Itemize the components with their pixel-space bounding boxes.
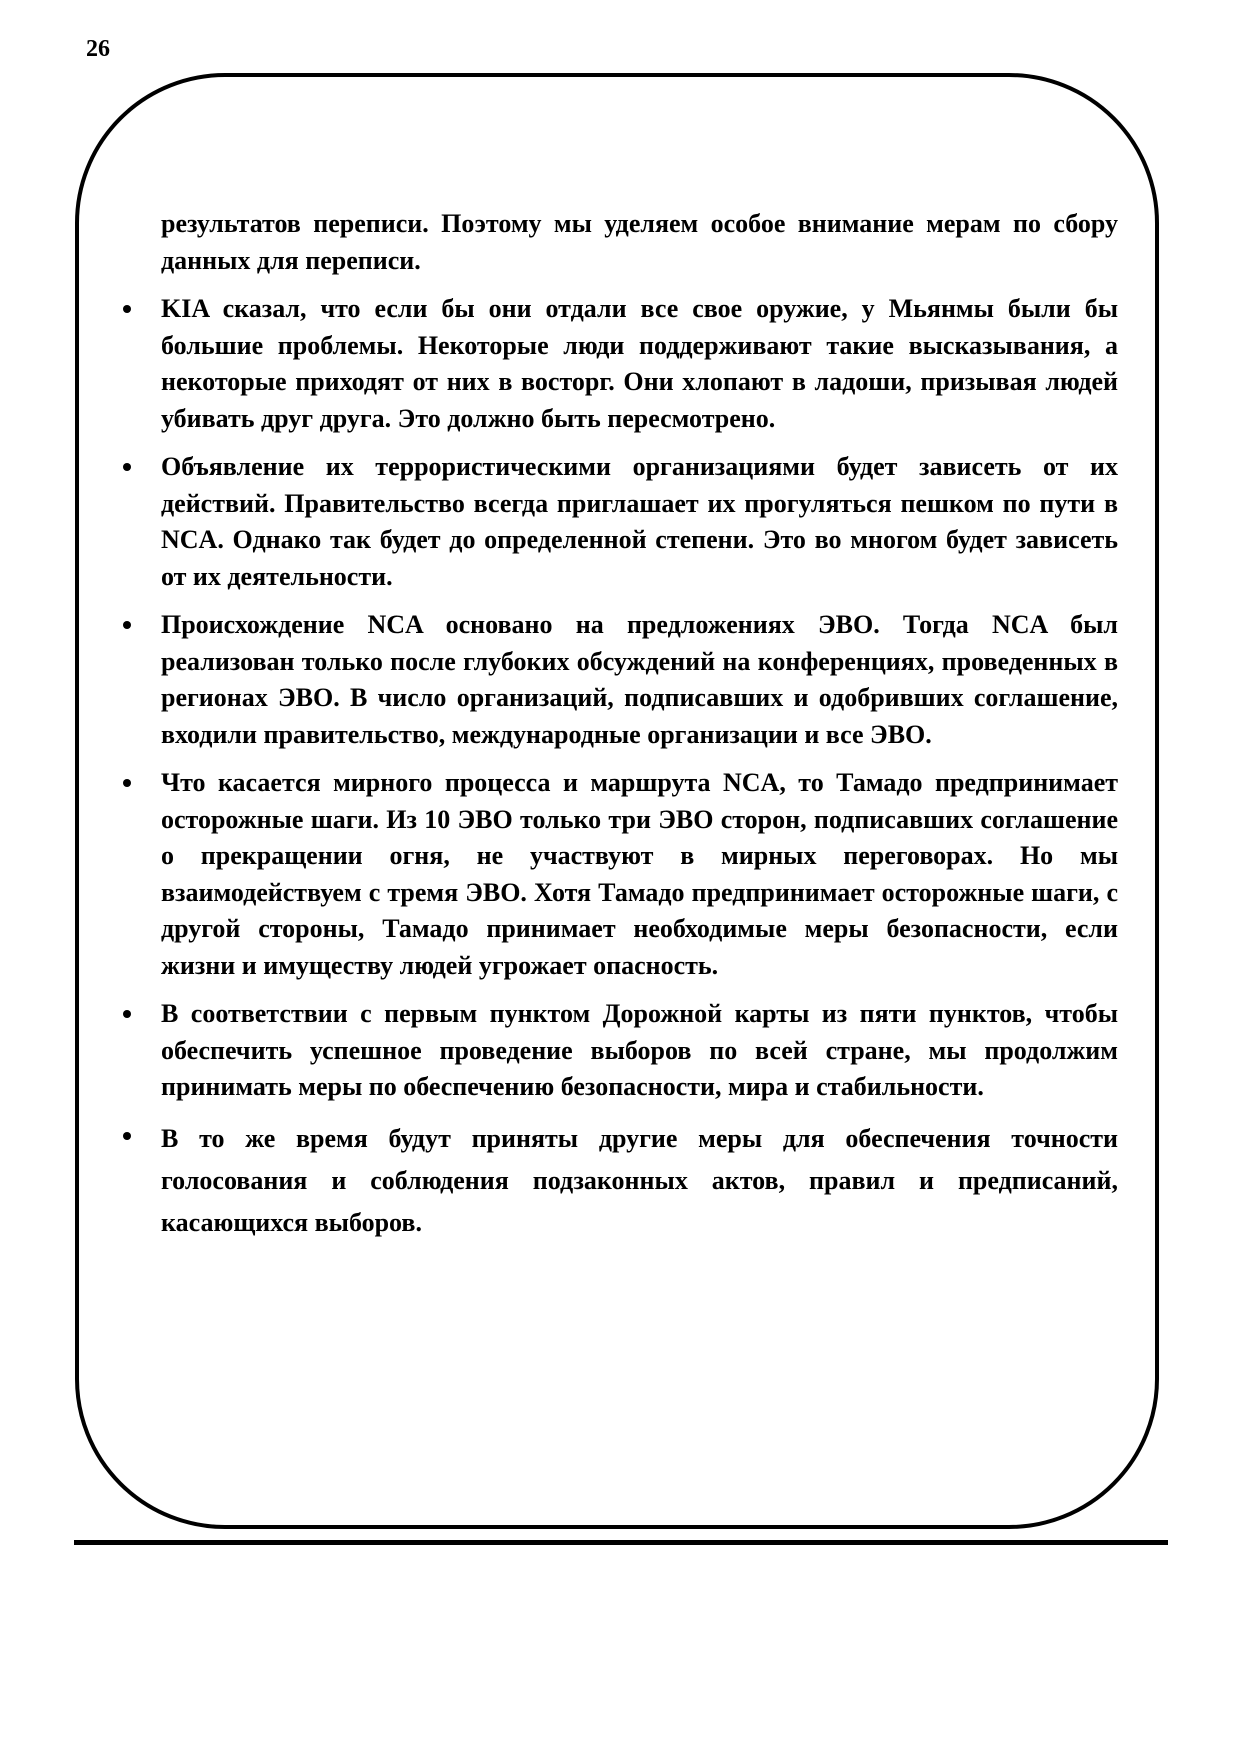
frame-content	[161, 206, 1118, 1244]
bullet-dot-icon	[123, 1132, 131, 1140]
bullet-text: Объявление их террористическими организациями будет зависеть от их действий. Правительство всегда приглашает их прогуляться пешком по пути в NCA. Однако так будет до определенной степени. Это во многом будет зависеть от их деятельности.	[161, 452, 1118, 591]
bullet-dot-icon	[123, 1010, 131, 1018]
bullet-dot-icon	[123, 463, 131, 471]
bullet-text: Что касается мирного процесса и маршрута NCA, то Тамадо предпринимает осторожные шаги. Из 10 ЭВО только три ЭВО сторон, подписавших соглашение о прекращении огня, не участвуют в мирных переговорах. Но мы взаимодействуем с тремя ЭВО. Хотя Тамадо предпринимает осторожные шаги, с другой стороны, Тамадо принимает необходимые меры безопасности, если жизни и имуществу людей угрожает опасность.	[161, 768, 1118, 980]
bullet-text: KIA сказал, что если бы они отдали все свое оружие, у Мьянмы были бы большие проблемы. Некоторые люди поддерживают такие высказывания, а некоторые приходят от них в восторг. Они хлопают в ладоши, призывая людей убивать друг друга. Это должно быть пересмотрено.	[161, 294, 1118, 433]
continued-paragraph: результатов переписи. Поэтому мы уделяем особое внимание мерам по сбору данных для переписи.	[161, 209, 1118, 275]
bullet-text: В соответствии с первым пунктом Дорожной карты из пяти пунктов, чтобы обеспечить успешное проведение выборов по всей стране, мы продолжим принимать меры по обеспечению безопасности, мира и стабильности.	[161, 999, 1118, 1101]
bullet-dot-icon	[123, 305, 131, 313]
bullet-item-roadmap	[161, 996, 1118, 1106]
bullet-dot-icon	[123, 779, 131, 787]
bullet-dot-icon	[123, 621, 131, 629]
bullet-item-peace-process	[161, 765, 1118, 984]
bullet-item-voting-accuracy	[161, 1118, 1118, 1244]
bottom-rule	[74, 1540, 1168, 1545]
bullet-text: Происхождение NCA основано на предложениях ЭВО. Тогда NCA был реализован только после глубоких обсуждений на конференциях, проведенных в регионах ЭВО. В число организаций, подписавших и одобривших соглашение, входили правительство, международные организации и все ЭВО.	[161, 610, 1118, 749]
page-number: 26	[86, 36, 110, 62]
bullet-item-kia	[161, 291, 1118, 437]
bullet-item-terrorist-designation	[161, 449, 1118, 595]
bullet-list	[161, 291, 1118, 1244]
bullet-item-nca-origin	[161, 607, 1118, 753]
bullet-text: В то же время будут приняты другие меры для обеспечения точности голосования и соблюдения подзаконных актов, правил и предписаний, касающихся выборов.	[161, 1123, 1118, 1237]
